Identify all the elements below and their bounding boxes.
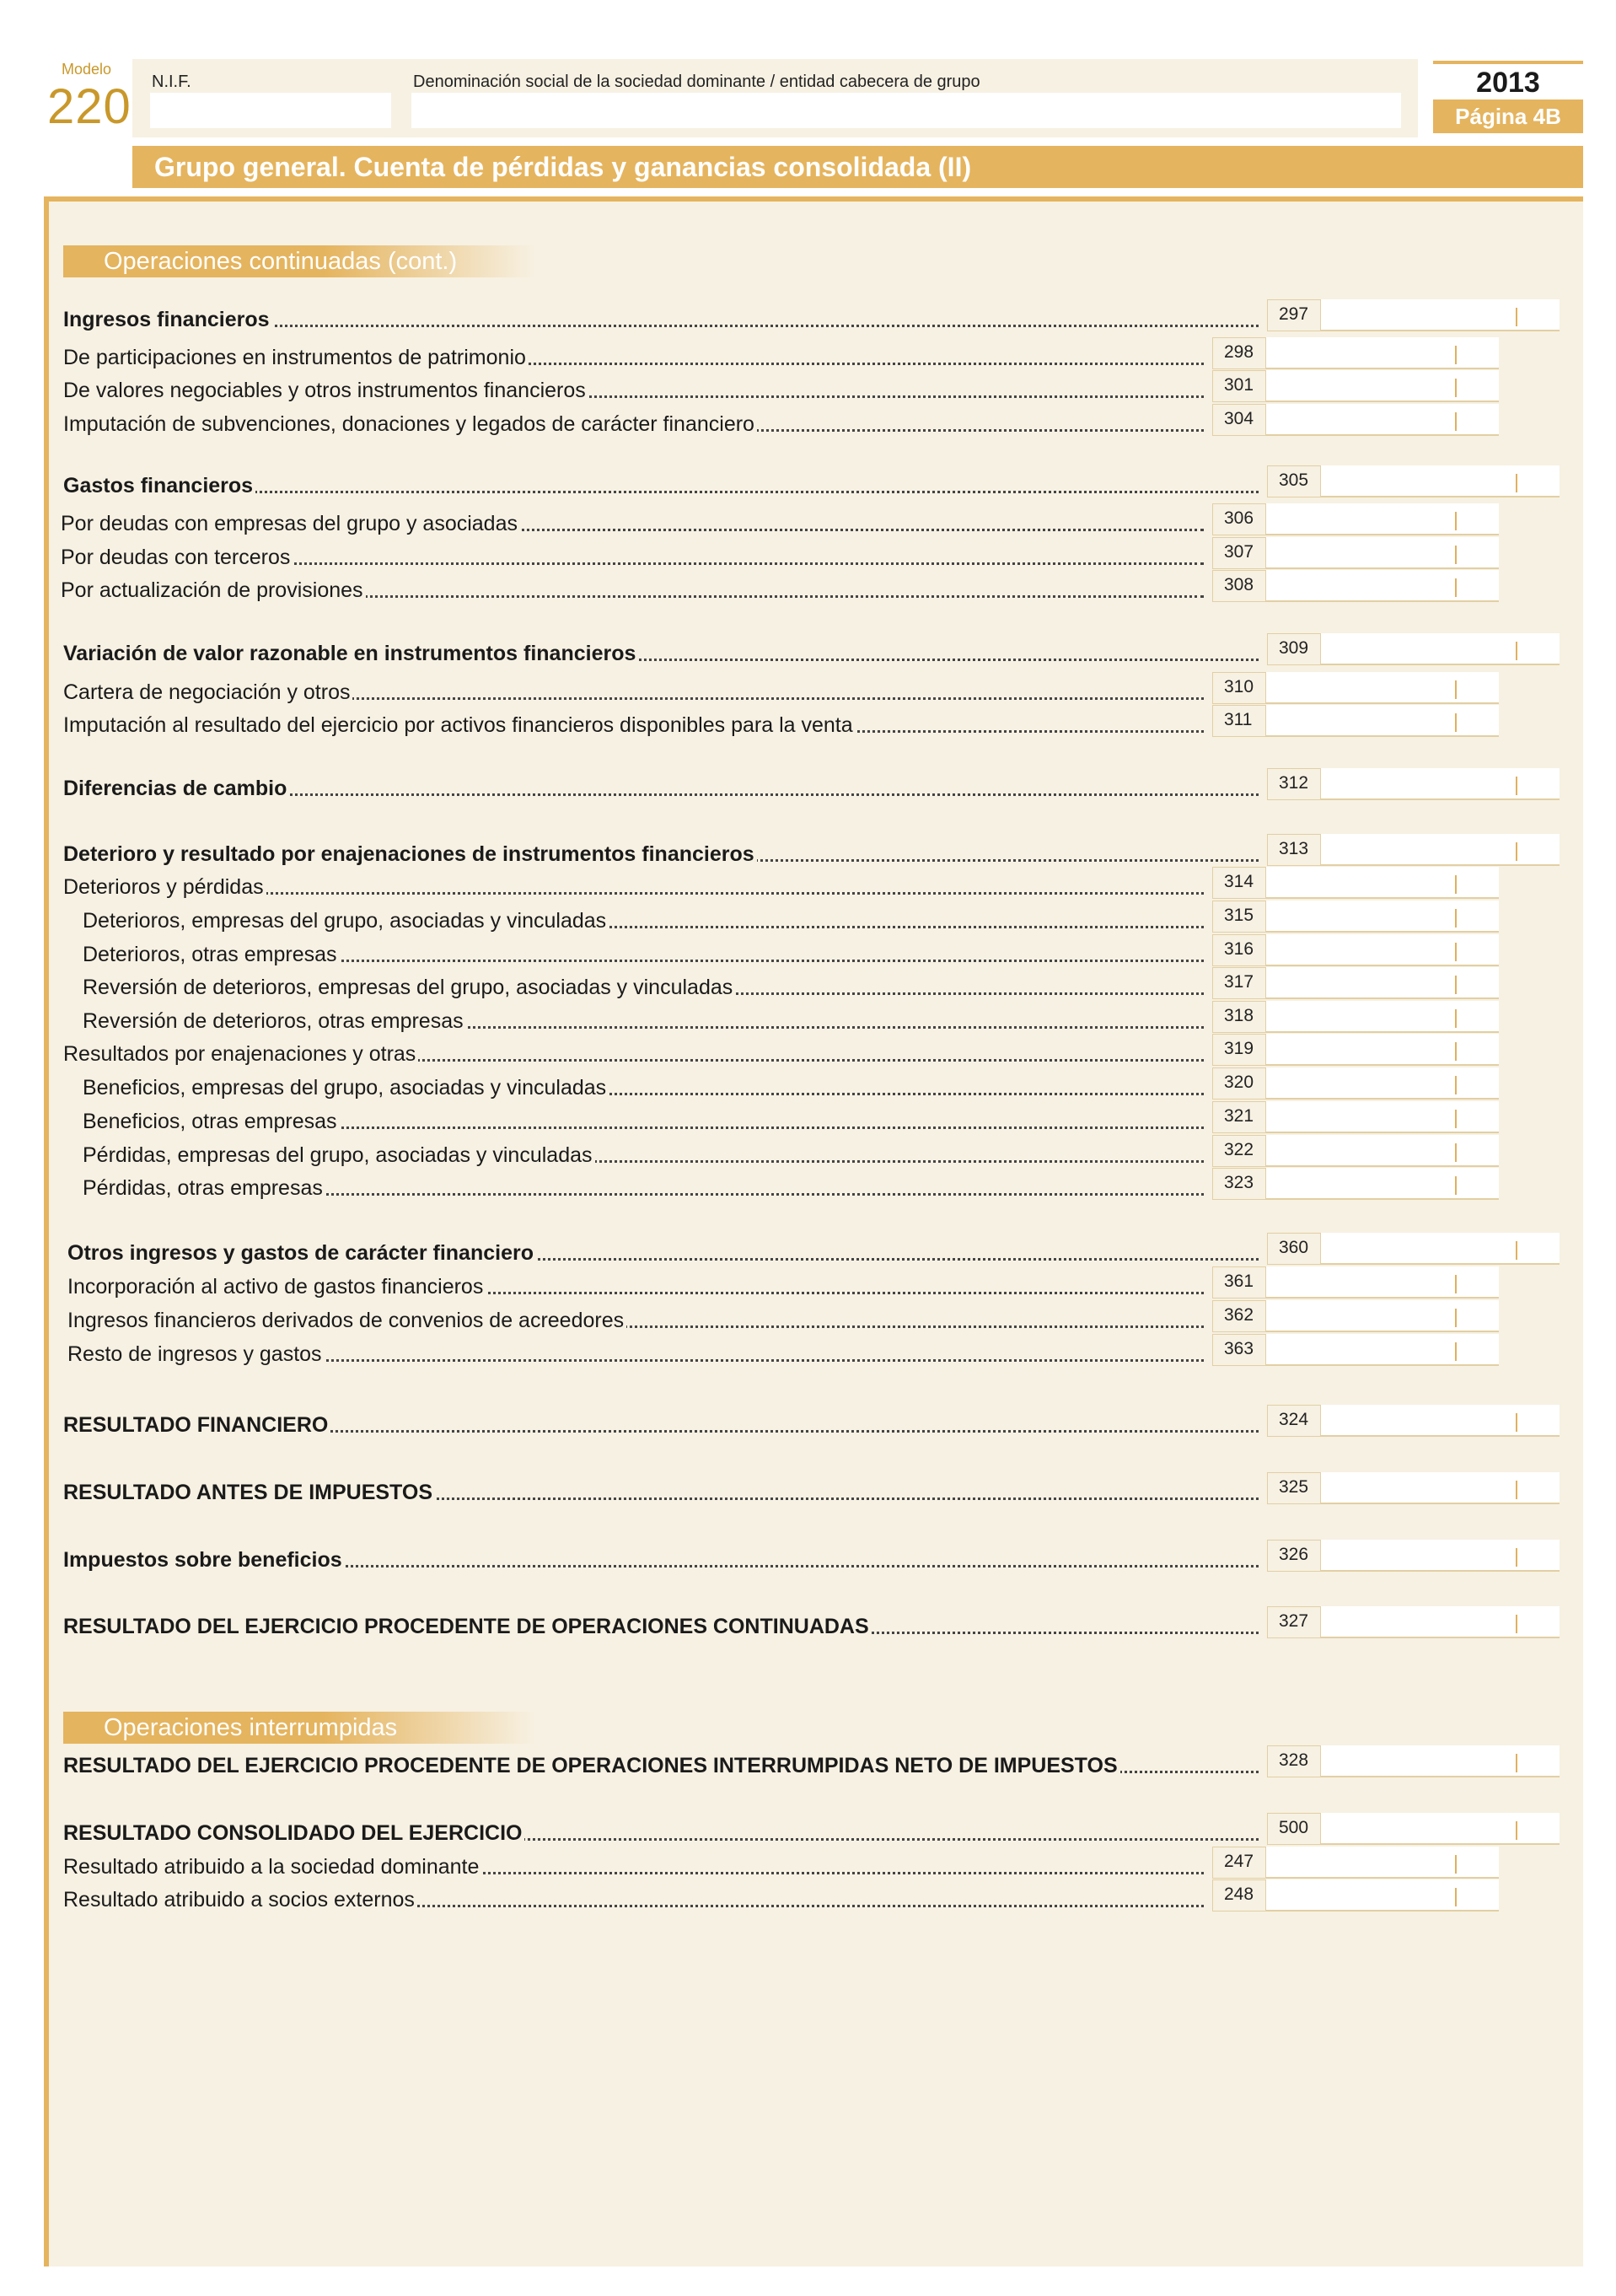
row-label-text: Por deudas con terceros xyxy=(61,546,293,569)
field-code: 307 xyxy=(1212,537,1266,569)
row-label-text: RESULTADO DEL EJERCICIO PROCEDENTE DE OPERACIONES INTERRUMPIDAS NETO DE IMPUESTOS xyxy=(63,1754,1120,1777)
row-label-text: Ingresos financieros derivados de convenios de acreedores xyxy=(67,1309,626,1332)
amount-input[interactable] xyxy=(1266,1300,1499,1332)
amount-input[interactable] xyxy=(1321,299,1560,331)
row-label-text: Deterioro y resultado por enajenaciones de instrumentos financieros xyxy=(63,842,757,866)
decimal-separator-mark xyxy=(1516,1821,1517,1840)
row-label-text: Otros ingresos y gastos de carácter financiero xyxy=(67,1241,536,1265)
row-label-text: Deterioros, otras empresas xyxy=(83,943,340,966)
amount-input[interactable] xyxy=(1266,1001,1499,1033)
field-code: 306 xyxy=(1212,503,1266,535)
amount-input[interactable] xyxy=(1266,537,1499,569)
amount-input[interactable] xyxy=(1266,404,1499,436)
field-code: 308 xyxy=(1212,570,1266,602)
row-label-text: Variación de valor razonable en instrumentos financieros xyxy=(63,642,638,665)
decimal-separator-mark xyxy=(1516,1413,1517,1432)
field-code: 316 xyxy=(1212,934,1266,966)
amount-input[interactable] xyxy=(1266,1135,1499,1167)
form-row-label xyxy=(67,1272,1209,1301)
row-label-text: Imputación de subvenciones, donaciones y legados de carácter financiero xyxy=(63,412,757,436)
modelo-number: 220 xyxy=(47,79,132,134)
amount-input[interactable] xyxy=(1321,465,1560,497)
form-row-label xyxy=(63,774,1264,803)
row-label-text: Cartera de negociación y otros xyxy=(63,680,352,704)
row-label-text: Resultados por enajenaciones y otras xyxy=(63,1042,418,1066)
field-code: 323 xyxy=(1212,1168,1266,1200)
field-code: 314 xyxy=(1212,867,1266,899)
field-code: 297 xyxy=(1267,299,1321,331)
decimal-separator-mark xyxy=(1516,1548,1517,1567)
nif-field[interactable] xyxy=(150,93,391,128)
decimal-separator-mark xyxy=(1516,842,1517,861)
field-code: 318 xyxy=(1212,1001,1266,1033)
form-row-label xyxy=(63,1612,1264,1641)
form-row-label xyxy=(63,1478,1264,1507)
field-code: 322 xyxy=(1212,1135,1266,1167)
amount-input[interactable] xyxy=(1266,1067,1499,1100)
form-row-label xyxy=(63,376,1209,405)
row-label-text: Impuestos sobre beneficios xyxy=(63,1548,345,1572)
field-code: 317 xyxy=(1212,967,1266,999)
decimal-separator-mark xyxy=(1516,1754,1517,1772)
field-code: 248 xyxy=(1212,1879,1266,1912)
form-row-label xyxy=(83,940,1209,969)
amount-input[interactable] xyxy=(1321,834,1560,866)
modelo-label: Modelo xyxy=(62,61,112,78)
field-code: 301 xyxy=(1212,370,1266,402)
form-row-label xyxy=(63,639,1264,668)
amount-input[interactable] xyxy=(1321,1813,1560,1845)
form-row-label xyxy=(63,305,1264,334)
amount-input[interactable] xyxy=(1266,901,1499,933)
form-row-label xyxy=(83,1174,1209,1202)
form-row-label xyxy=(83,1007,1209,1035)
decimal-separator-mark xyxy=(1455,1076,1457,1094)
decimal-separator-mark xyxy=(1516,308,1517,326)
field-code: 320 xyxy=(1212,1067,1266,1100)
row-label-text: RESULTADO ANTES DE IMPUESTOS xyxy=(63,1481,435,1504)
amount-input[interactable] xyxy=(1321,1472,1560,1504)
form-row-label xyxy=(63,410,1209,438)
field-code: 247 xyxy=(1212,1847,1266,1879)
row-label-text: Resultado atribuido a la sociedad dominante xyxy=(63,1855,481,1879)
row-label-text: De valores negociables y otros instrumentos financieros xyxy=(63,379,588,402)
decimal-separator-mark xyxy=(1516,1481,1517,1499)
form-row-label xyxy=(67,1239,1264,1267)
amount-input[interactable] xyxy=(1321,1405,1560,1437)
field-code: 305 xyxy=(1267,465,1321,497)
row-label-text: RESULTADO CONSOLIDADO DEL EJERCICIO xyxy=(63,1821,524,1845)
field-code: 311 xyxy=(1212,705,1266,737)
form-row-label xyxy=(63,1852,1209,1881)
row-label-text: RESULTADO DEL EJERCICIO PROCEDENTE DE OPERACIONES CONTINUADAS xyxy=(63,1615,872,1638)
page-title: Grupo general. Cuenta de pérdidas y ganancias consolidada (II) xyxy=(132,146,1583,188)
form-row-label xyxy=(61,576,1209,605)
field-code: 319 xyxy=(1212,1034,1266,1066)
decimal-separator-mark xyxy=(1455,1275,1457,1293)
amount-input[interactable] xyxy=(1266,967,1499,999)
decimal-separator-mark xyxy=(1455,680,1457,699)
year-badge: 2013 xyxy=(1433,61,1583,99)
row-label-text: RESULTADO FINANCIERO xyxy=(63,1413,330,1437)
row-label-text: Pérdidas, empresas del grupo, asociadas y vinculadas xyxy=(83,1143,595,1167)
decimal-separator-mark xyxy=(1455,1110,1457,1128)
decimal-separator-mark xyxy=(1455,1143,1457,1162)
field-code: 328 xyxy=(1267,1745,1321,1777)
decimal-separator-mark xyxy=(1455,976,1457,994)
decimal-separator-mark xyxy=(1455,713,1457,732)
amount-input[interactable] xyxy=(1266,934,1499,966)
amount-input[interactable] xyxy=(1266,1334,1499,1366)
form-row-label xyxy=(63,840,1264,868)
field-code: 313 xyxy=(1267,834,1321,866)
form-row-label xyxy=(63,1040,1209,1068)
form-row-label xyxy=(63,678,1209,707)
form-row-label xyxy=(61,509,1209,538)
row-label-text: Por deudas con empresas del grupo y asociadas xyxy=(61,512,520,535)
field-code: 324 xyxy=(1267,1405,1321,1437)
nif-label: N.I.F. xyxy=(152,73,191,91)
field-code: 362 xyxy=(1212,1300,1266,1332)
amount-input[interactable] xyxy=(1266,337,1499,369)
amount-input[interactable] xyxy=(1266,1168,1499,1200)
field-code: 315 xyxy=(1212,901,1266,933)
decimal-separator-mark xyxy=(1455,546,1457,564)
amount-input[interactable] xyxy=(1266,672,1499,704)
form-row-label xyxy=(83,1073,1209,1102)
amount-input[interactable] xyxy=(1321,1540,1560,1572)
decimal-separator-mark xyxy=(1455,578,1457,597)
row-label-text: Beneficios, empresas del grupo, asociadas y vinculadas xyxy=(83,1076,609,1100)
decimal-separator-mark xyxy=(1455,943,1457,961)
row-label-text: Ingresos financieros xyxy=(63,308,272,331)
section-operaciones-continuadas: Operaciones continuadas (cont.) xyxy=(63,245,535,277)
decimal-separator-mark xyxy=(1516,1241,1517,1260)
form-row-label xyxy=(61,543,1209,572)
field-code: 321 xyxy=(1212,1101,1266,1133)
amount-input[interactable] xyxy=(1321,1233,1560,1265)
form-row-label xyxy=(63,873,1209,901)
decimal-separator-mark xyxy=(1455,909,1457,928)
form-row-label xyxy=(67,1306,1209,1335)
decimal-separator-mark xyxy=(1516,1615,1517,1633)
amount-input[interactable] xyxy=(1266,1034,1499,1066)
page-badge: Página 4B xyxy=(1433,99,1583,133)
row-label-text: Beneficios, otras empresas xyxy=(83,1110,340,1133)
row-label-text: Resto de ingresos y gastos xyxy=(67,1342,325,1366)
decimal-separator-mark xyxy=(1516,777,1517,795)
decimal-separator-mark xyxy=(1516,474,1517,492)
form-row-label xyxy=(63,343,1209,372)
form-row-label xyxy=(63,711,1209,739)
form-row-label xyxy=(63,1885,1209,1914)
form-row-label xyxy=(63,1819,1264,1847)
decimal-separator-mark xyxy=(1455,1309,1457,1327)
row-label-text: Reversión de deterioros, otras empresas xyxy=(83,1009,466,1033)
form-row-label xyxy=(83,973,1209,1002)
decimal-separator-mark xyxy=(1455,412,1457,431)
decimal-separator-mark xyxy=(1455,379,1457,397)
form-row-label xyxy=(83,906,1209,935)
field-code: 312 xyxy=(1267,768,1321,800)
field-code: 304 xyxy=(1212,404,1266,436)
row-label-text: Gastos financieros xyxy=(63,474,255,497)
field-code: 298 xyxy=(1212,337,1266,369)
decimal-separator-mark xyxy=(1455,1888,1457,1906)
form-row-label xyxy=(63,1411,1264,1439)
amount-input[interactable] xyxy=(1321,1745,1560,1777)
amount-input[interactable] xyxy=(1266,1879,1499,1912)
form-row-label xyxy=(83,1107,1209,1136)
amount-input[interactable] xyxy=(1321,1606,1560,1638)
denominacion-field[interactable] xyxy=(411,93,1401,128)
decimal-separator-mark xyxy=(1455,1042,1457,1061)
row-label-text: Por actualización de provisiones xyxy=(61,578,366,602)
decimal-separator-mark xyxy=(1455,1855,1457,1874)
decimal-separator-mark xyxy=(1455,346,1457,364)
row-label-text: Imputación al resultado del ejercicio por activos financieros disponibles para la venta xyxy=(63,713,856,737)
form-row-label xyxy=(83,1141,1209,1170)
field-code: 500 xyxy=(1267,1813,1321,1845)
amount-input[interactable] xyxy=(1266,705,1499,737)
field-code: 363 xyxy=(1212,1334,1266,1366)
row-label-text: Reversión de deterioros, empresas del grupo, asociadas y vinculadas xyxy=(83,976,735,999)
field-code: 310 xyxy=(1212,672,1266,704)
form-row-label xyxy=(63,471,1264,500)
row-label-text: Resultado atribuido a socios externos xyxy=(63,1888,417,1912)
field-code: 361 xyxy=(1212,1266,1266,1299)
decimal-separator-mark xyxy=(1516,642,1517,660)
row-label-text: Deterioros y pérdidas xyxy=(63,875,266,899)
decimal-separator-mark xyxy=(1455,1009,1457,1028)
row-label-text: De participaciones en instrumentos de patrimonio xyxy=(63,346,529,369)
field-code: 360 xyxy=(1267,1233,1321,1265)
amount-input[interactable] xyxy=(1321,633,1560,665)
form-row-label xyxy=(67,1340,1209,1368)
amount-input[interactable] xyxy=(1266,570,1499,602)
decimal-separator-mark xyxy=(1455,512,1457,530)
field-code: 327 xyxy=(1267,1606,1321,1638)
field-code: 325 xyxy=(1267,1472,1321,1504)
section-operaciones-interrumpidas: Operaciones interrumpidas xyxy=(63,1712,535,1744)
form-row-label xyxy=(63,1546,1264,1574)
row-label-text: Deterioros, empresas del grupo, asociadas y vinculadas xyxy=(83,909,609,933)
field-code: 309 xyxy=(1267,633,1321,665)
amount-input[interactable] xyxy=(1266,503,1499,535)
amount-input[interactable] xyxy=(1266,1847,1499,1879)
decimal-separator-mark xyxy=(1455,875,1457,894)
row-label-text: Incorporación al activo de gastos financieros xyxy=(67,1275,486,1299)
amount-input[interactable] xyxy=(1266,1101,1499,1133)
field-code: 326 xyxy=(1267,1540,1321,1572)
form-row-label xyxy=(63,1751,1264,1780)
amount-input[interactable] xyxy=(1266,867,1499,899)
decimal-separator-mark xyxy=(1455,1176,1457,1195)
denominacion-label: Denominación social de la sociedad dominante / entidad cabecera de grupo xyxy=(413,73,980,91)
decimal-separator-mark xyxy=(1455,1342,1457,1361)
row-label-text: Pérdidas, otras empresas xyxy=(83,1176,325,1200)
row-label-text: Diferencias de cambio xyxy=(63,777,289,800)
amount-input[interactable] xyxy=(1266,370,1499,402)
amount-input[interactable] xyxy=(1266,1266,1499,1299)
amount-input[interactable] xyxy=(1321,768,1560,800)
